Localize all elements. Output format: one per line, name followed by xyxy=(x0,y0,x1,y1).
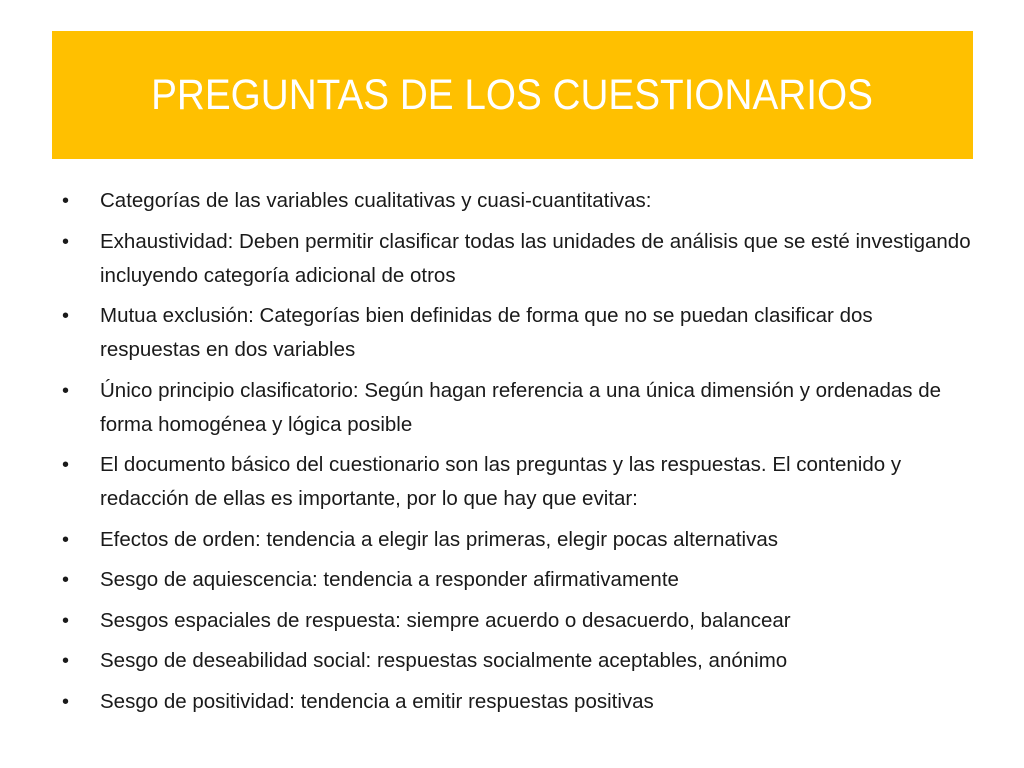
bullet-icon: • xyxy=(62,379,70,402)
bullet-icon: • xyxy=(62,690,70,713)
slide-title: PREGUNTAS DE LOS CUESTIONARIOS xyxy=(151,70,874,119)
bullet-item xyxy=(60,563,972,597)
bullet-icon: • xyxy=(62,230,70,253)
bullet-text: Sesgo de positividad: tendencia a emitir respuestas positivas xyxy=(100,689,654,713)
bullet-item xyxy=(60,685,972,719)
bullet-text: Categorías de las variables cualitativas y cuasi-cuantitativas: xyxy=(100,189,652,212)
bullet-icon: • xyxy=(62,609,70,632)
bullet-list xyxy=(60,184,972,725)
title-banner xyxy=(52,31,973,159)
bullet-item xyxy=(60,448,972,516)
bullet-text: Único principio clasificatorio: Según hagan referencia a una única dimensión y ordenadas de forma homogénea y lógica posible xyxy=(100,378,942,436)
bullet-icon: • xyxy=(62,190,70,212)
bullet-item xyxy=(60,644,972,678)
bullet-item xyxy=(60,225,972,293)
bullet-icon: • xyxy=(62,569,70,591)
bullet-text: Efectos de orden: tendencia a elegir las primeras, elegir pocas alternativas xyxy=(100,527,779,551)
bullet-text: Sesgo de aquiescencia: tendencia a responder afirmativamente xyxy=(100,568,679,591)
bullet-text: Sesgo de deseabilidad social: respuestas socialmente aceptables, anónimo xyxy=(100,649,788,672)
bullet-icon: • xyxy=(62,528,70,551)
bullet-icon: • xyxy=(62,454,70,476)
bullet-icon: • xyxy=(62,650,70,672)
bullet-text: El documento básico del cuestionario son las preguntas y las respuestas. El contenido y redacción de ellas es importante, por lo que hay que evitar: xyxy=(100,453,902,510)
bullet-item xyxy=(60,374,972,442)
bullet-icon: • xyxy=(62,305,70,327)
bullet-item xyxy=(60,523,972,557)
bullet-item xyxy=(60,184,972,218)
bullet-text: Exhaustividad: Deben permitir clasificar todas las unidades de análisis que se esté investigando incluyendo categoría adicional de otros xyxy=(100,229,971,287)
bullet-item xyxy=(60,299,972,367)
bullet-text: Sesgos espaciales de respuesta: siempre acuerdo o desacuerdo, balancear xyxy=(100,608,791,632)
bullet-text: Mutua exclusión: Categorías bien definidas de forma que no se puedan clasificar dos respuestas en dos variables xyxy=(100,304,873,361)
bullet-item xyxy=(60,604,972,638)
